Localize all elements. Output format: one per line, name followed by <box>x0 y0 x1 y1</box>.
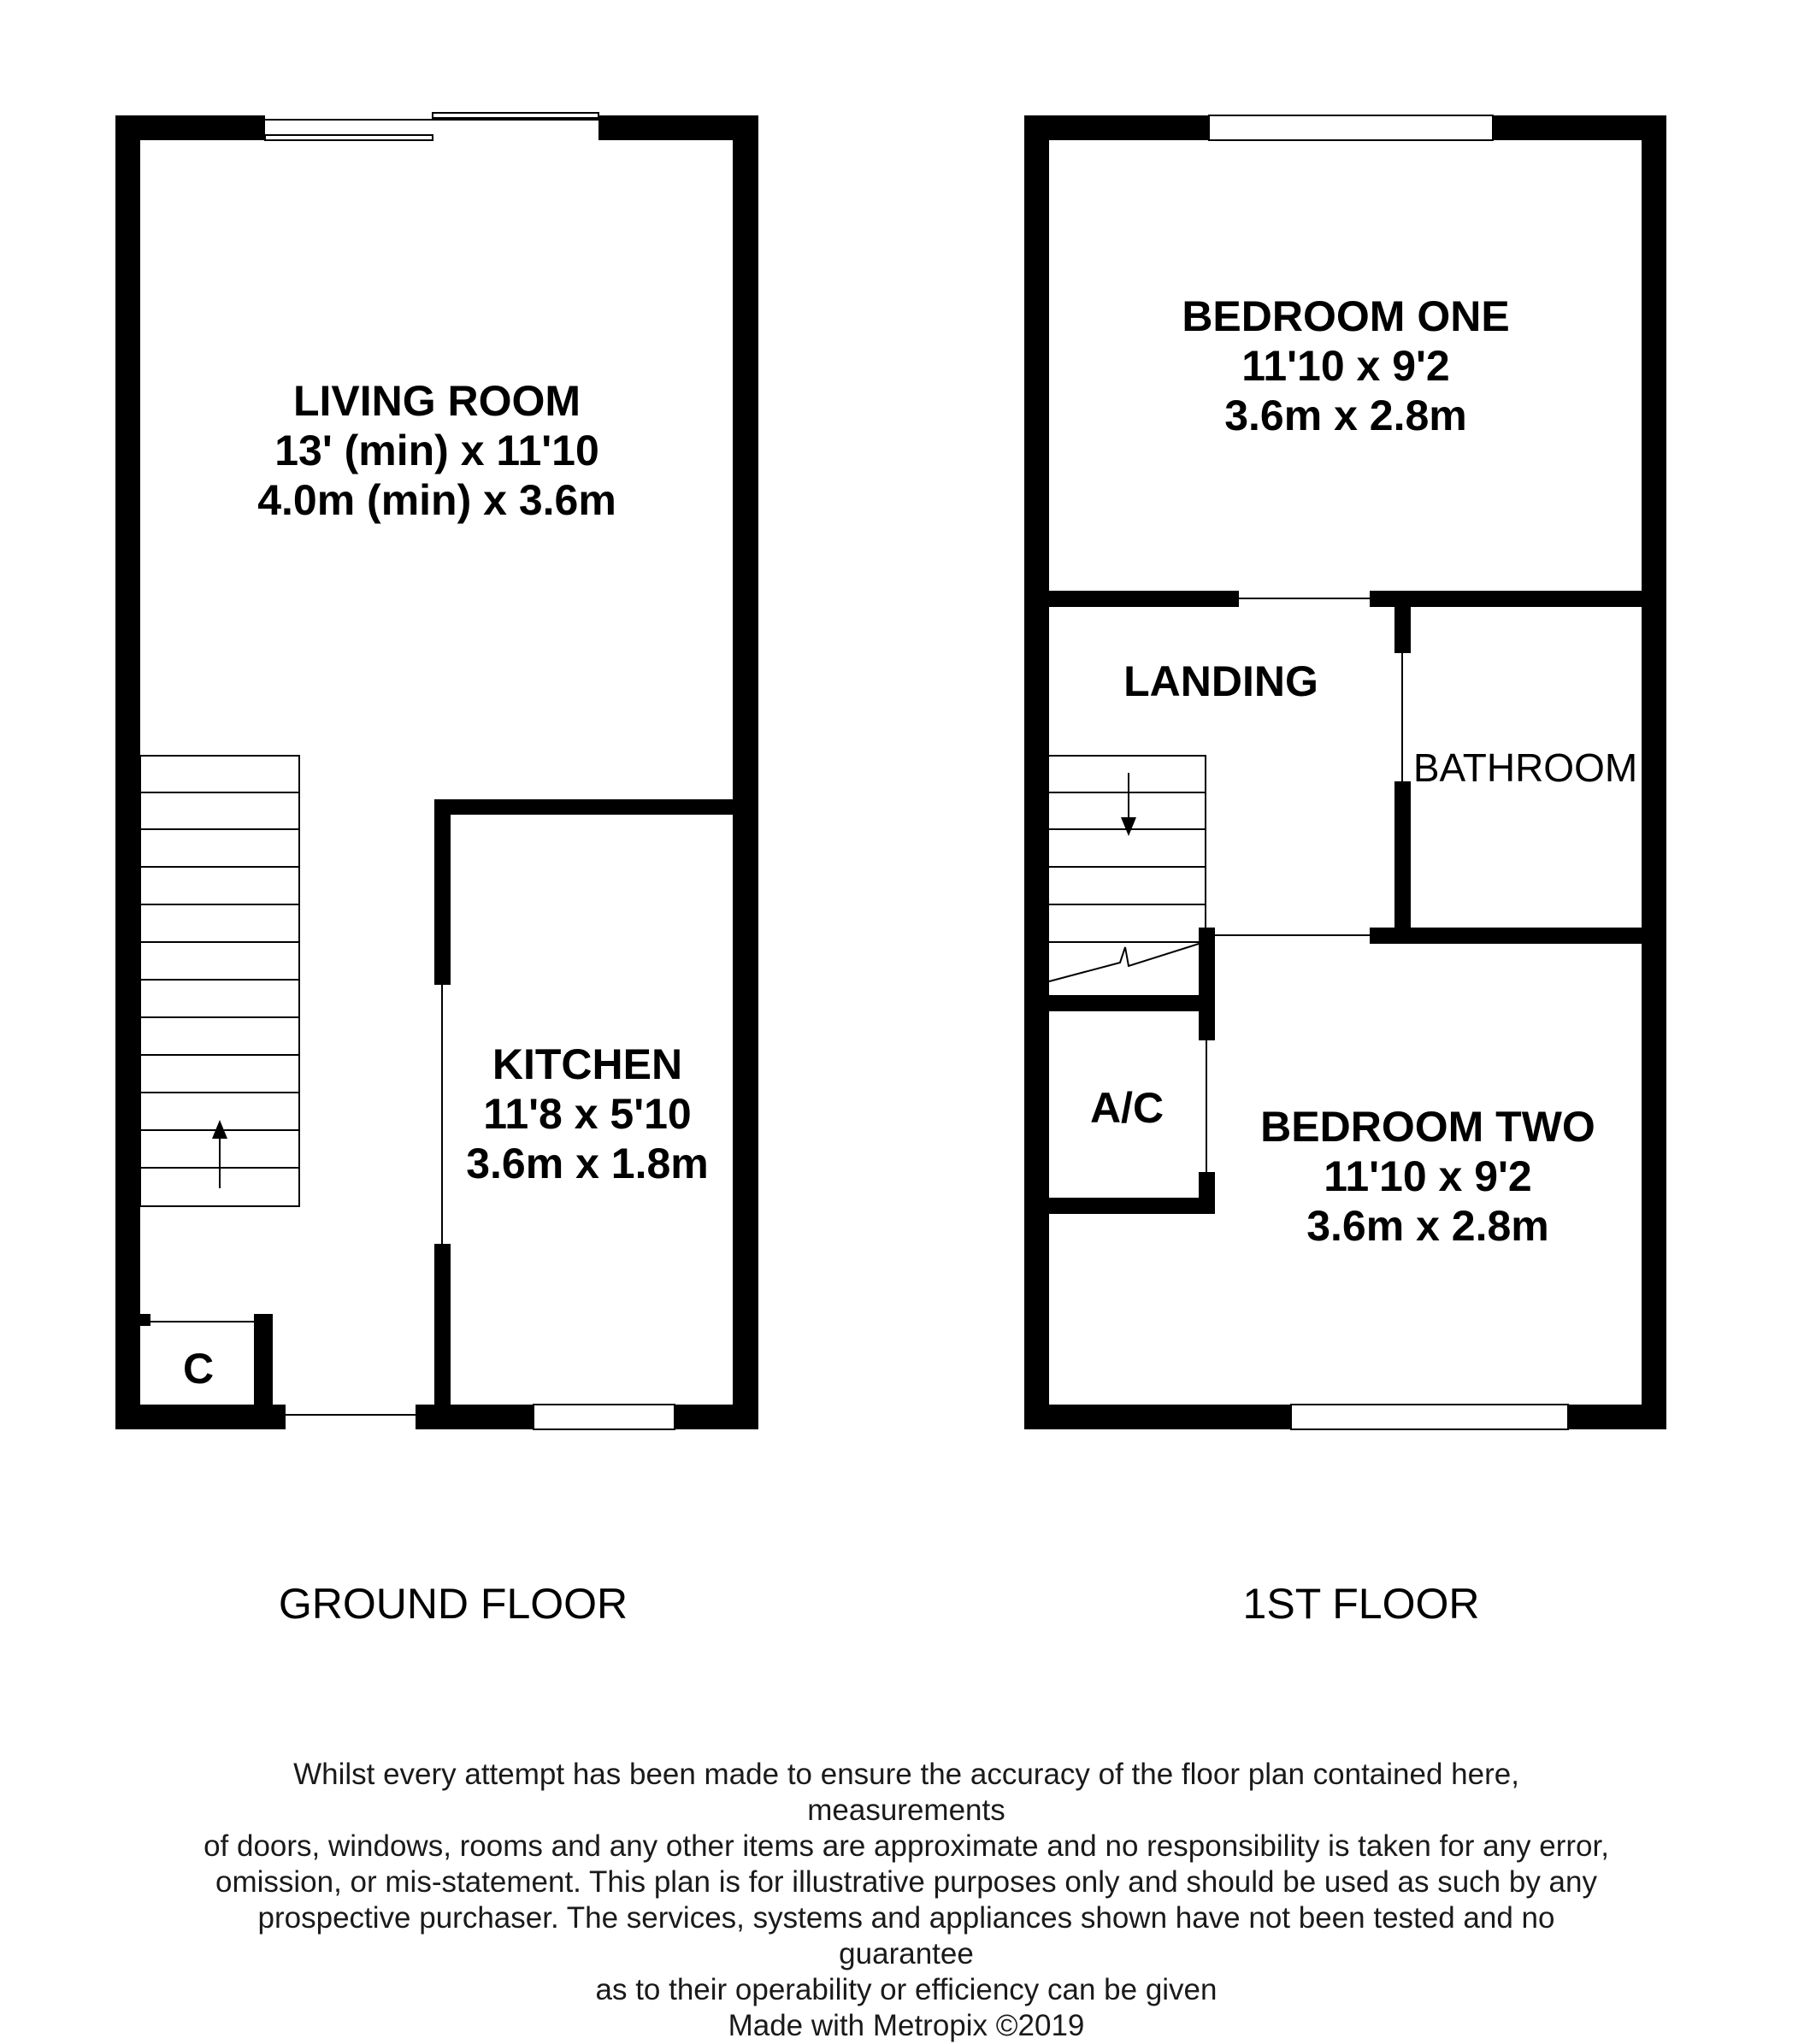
kitchen-imperial: 11'8 x 5'10 <box>483 1090 692 1138</box>
kitchen-left-wall-lower <box>434 1244 451 1429</box>
living-room-name: LIVING ROOM <box>292 377 581 425</box>
ff-bedroom-one-window <box>1209 115 1493 140</box>
ac-bottom-wall <box>1049 1198 1215 1214</box>
ground-floor-label: GROUND FLOOR <box>278 1580 628 1628</box>
cupboard-right-wall <box>254 1314 273 1405</box>
ground-floor-plan <box>115 113 758 1628</box>
kitchen-top-wall <box>434 799 758 815</box>
landing-name: LANDING <box>1123 657 1318 705</box>
cupboard-top-stub <box>140 1314 150 1326</box>
disclaimer-line: omission, or mis-statement. This plan is for illustrative purposes only and should be used as such by any <box>215 1865 1597 1899</box>
gf-left-wall <box>115 115 140 1429</box>
bathroom-left-wall-lower <box>1394 781 1411 935</box>
first-floor-plan <box>1024 115 1666 1628</box>
gf-kitchen-window <box>534 1405 675 1429</box>
cupboard-name: C <box>182 1345 215 1393</box>
kitchen-left-wall-upper <box>434 799 451 985</box>
disclaimer-line: Whilst every attempt has been made to ensure the accuracy of the floor plan contained here, measurements <box>293 1758 1519 1827</box>
bedroom-one-metric: 3.6m x 2.8m <box>1224 392 1467 439</box>
kitchen-name: KITCHEN <box>492 1040 683 1088</box>
ff-top-wall-left <box>1024 115 1209 140</box>
disclaimer-line: of doors, windows, rooms and any other items are approximate and no responsibility is taken for any error, <box>203 1829 1609 1863</box>
disclaimer-line: as to their operability or efficiency can be given <box>595 1973 1218 2006</box>
stair-break-line <box>1049 944 1199 981</box>
ff-bedroom-two-window <box>1291 1405 1568 1429</box>
airing-cupboard-name: A/C <box>1089 1084 1164 1132</box>
gf-bottom-wall-left <box>115 1405 286 1429</box>
ff-right-wall <box>1642 115 1666 1429</box>
gf-patio-door-right <box>433 113 598 118</box>
ff-bottom-wall-right <box>1568 1405 1666 1429</box>
bedroom-two-imperial: 11'10 x 9'2 <box>1324 1152 1532 1200</box>
kitchen-metric: 3.6m x 1.8m <box>466 1140 709 1187</box>
disclaimer-line: prospective purchaser. The services, systems and appliances shown have not been tested and no guarantee <box>257 1901 1555 1970</box>
first-floor-label: 1ST FLOOR <box>1242 1580 1480 1628</box>
ff-top-wall-right <box>1493 115 1666 140</box>
metropix-credit: Made with Metropix ©2019 <box>728 2009 1085 2042</box>
ff-left-wall <box>1024 115 1049 1429</box>
ac-top-wall <box>1049 995 1215 1011</box>
disclaimer <box>197 1757 1616 2044</box>
bedroom-one-wall-left <box>1049 591 1239 607</box>
bedroom-one-name: BEDROOM ONE <box>1182 292 1510 340</box>
bathroom-name: BATHROOM <box>1412 745 1638 790</box>
bedroom-two-name: BEDROOM TWO <box>1260 1103 1595 1151</box>
ff-staircase <box>1049 756 1206 981</box>
bedroom-one-imperial: 11'10 x 9'2 <box>1241 342 1450 390</box>
bedroom-two-top-wall-right <box>1370 928 1642 944</box>
bathroom-left-wall-upper <box>1394 591 1411 653</box>
ff-bottom-wall-left <box>1024 1405 1291 1429</box>
ff-stair-down-arrow-icon <box>1121 773 1136 836</box>
ac-right-wall-upper <box>1199 928 1215 1040</box>
gf-patio-door-left <box>265 135 433 140</box>
bedroom-two-metric: 3.6m x 2.8m <box>1306 1202 1549 1250</box>
living-room-imperial: 13' (min) x 11'10 <box>274 427 599 474</box>
gf-right-wall <box>733 115 758 1429</box>
living-room-metric: 4.0m (min) x 3.6m <box>257 476 616 524</box>
